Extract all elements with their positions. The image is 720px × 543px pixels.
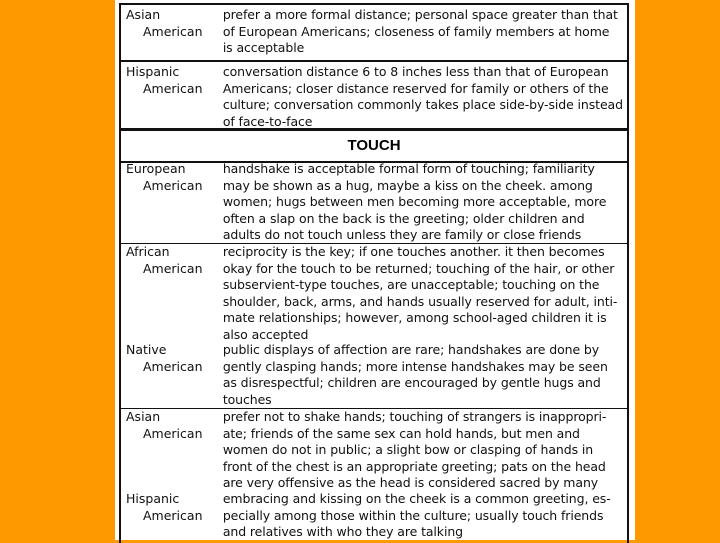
description-line: are very offensive as the head is considered sacred by many <box>222 475 599 490</box>
description-line: shoulder, back, arms, and hands usually reserved for adult, inti- <box>222 293 618 309</box>
description-line: of face-to-face <box>222 113 313 129</box>
group-label-line: American <box>143 23 203 39</box>
group-label-line: Asian <box>126 409 161 424</box>
description-line: front of the chest is an appropriate greeting; pats on the head <box>222 458 606 474</box>
description-line: embracing and kissing on the cheek is a common greeting, es- <box>222 491 611 506</box>
group-label-line: European <box>126 161 186 176</box>
description-line: prefer not to shake hands; touching of strangers is inappropri- <box>222 409 607 424</box>
group-label-line: American <box>143 425 203 441</box>
table-row <box>121 60 627 130</box>
group-label <box>121 7 220 60</box>
table-row <box>121 342 627 408</box>
group-label-line: American <box>143 260 203 276</box>
group-label-line: Asian <box>126 7 161 22</box>
description <box>220 7 627 60</box>
description-line: of European Americans; closeness of family members at home <box>222 23 610 39</box>
group-label-line: Hispanic <box>126 64 180 79</box>
group-label-line: American <box>143 358 203 374</box>
group-label-line: African <box>126 244 170 259</box>
group-label-line: American <box>143 507 203 523</box>
description-line: Americans; closer distance reserved for family or others of the <box>222 80 609 96</box>
description-line: ate; friends of the same sex can hold hands, but men and <box>222 425 580 441</box>
group-label-line: Hispanic <box>126 491 180 506</box>
description-line: as disrespectful; children are encouraged by gentle hugs and <box>222 375 601 390</box>
description-line: handshake is acceptable formal form of touching; familiarity <box>222 161 595 176</box>
group-label <box>121 244 220 343</box>
group-label-line: Native <box>126 342 167 357</box>
description <box>220 161 627 243</box>
description-line: culture; conversation commonly takes place side-by-side instead <box>222 97 623 112</box>
description-line: often a slap on the back is the greeting; older children and <box>222 210 585 226</box>
group-label-line: American <box>143 80 203 96</box>
group-label <box>121 62 220 128</box>
group-label <box>121 491 220 543</box>
description <box>220 342 627 408</box>
description <box>220 491 627 543</box>
description-line: conversation distance 6 to 8 inches less than that of European <box>222 64 609 79</box>
group-label <box>121 409 220 492</box>
description-line: okay for the touch to be returned; touching of the hair, or other <box>222 260 615 276</box>
description-line: pecially among those within the culture; usually touch friends <box>222 507 604 523</box>
document-page <box>115 0 635 540</box>
group-label <box>121 161 220 243</box>
description-line: and relatives with who they are talking <box>222 524 463 539</box>
description-line: mate relationships; however, among school-aged children it is <box>222 310 607 325</box>
section-heading: TOUCH <box>121 129 627 163</box>
description-line: gently clasping hands; more intense handshakes may be seen <box>222 358 608 374</box>
group-label-line: American <box>143 177 203 193</box>
group-label <box>121 342 220 408</box>
table-row <box>121 243 627 343</box>
description-line: prefer a more formal distance; personal space greater than that <box>222 7 618 22</box>
culture-table <box>119 3 629 543</box>
table-row <box>121 408 627 492</box>
description <box>220 409 627 492</box>
description-line: women; hugs between men becoming more acceptable, more <box>222 194 607 209</box>
description-line: also accepted <box>222 326 309 342</box>
table-row <box>121 7 627 60</box>
description-line: may be shown as a hug, maybe a kiss on the cheek. among <box>222 177 593 193</box>
description-line: adults do not touch unless they are family or close friends <box>222 227 582 242</box>
description-line: reciprocity is the key; if one touches another. it then becomes <box>222 244 605 259</box>
table-row <box>121 161 627 243</box>
description-line: touches <box>222 391 272 407</box>
description-line: is acceptable <box>222 40 305 55</box>
description-line: women do not in public; a slight bow or clasping of hands in <box>222 442 594 457</box>
table-row <box>121 491 627 543</box>
description-line: subservient-type touches, are unacceptable; touching on the <box>222 277 600 292</box>
description <box>220 62 627 128</box>
description <box>220 244 627 343</box>
description-line: public displays of affection are rare; handshakes are done by <box>222 342 600 357</box>
